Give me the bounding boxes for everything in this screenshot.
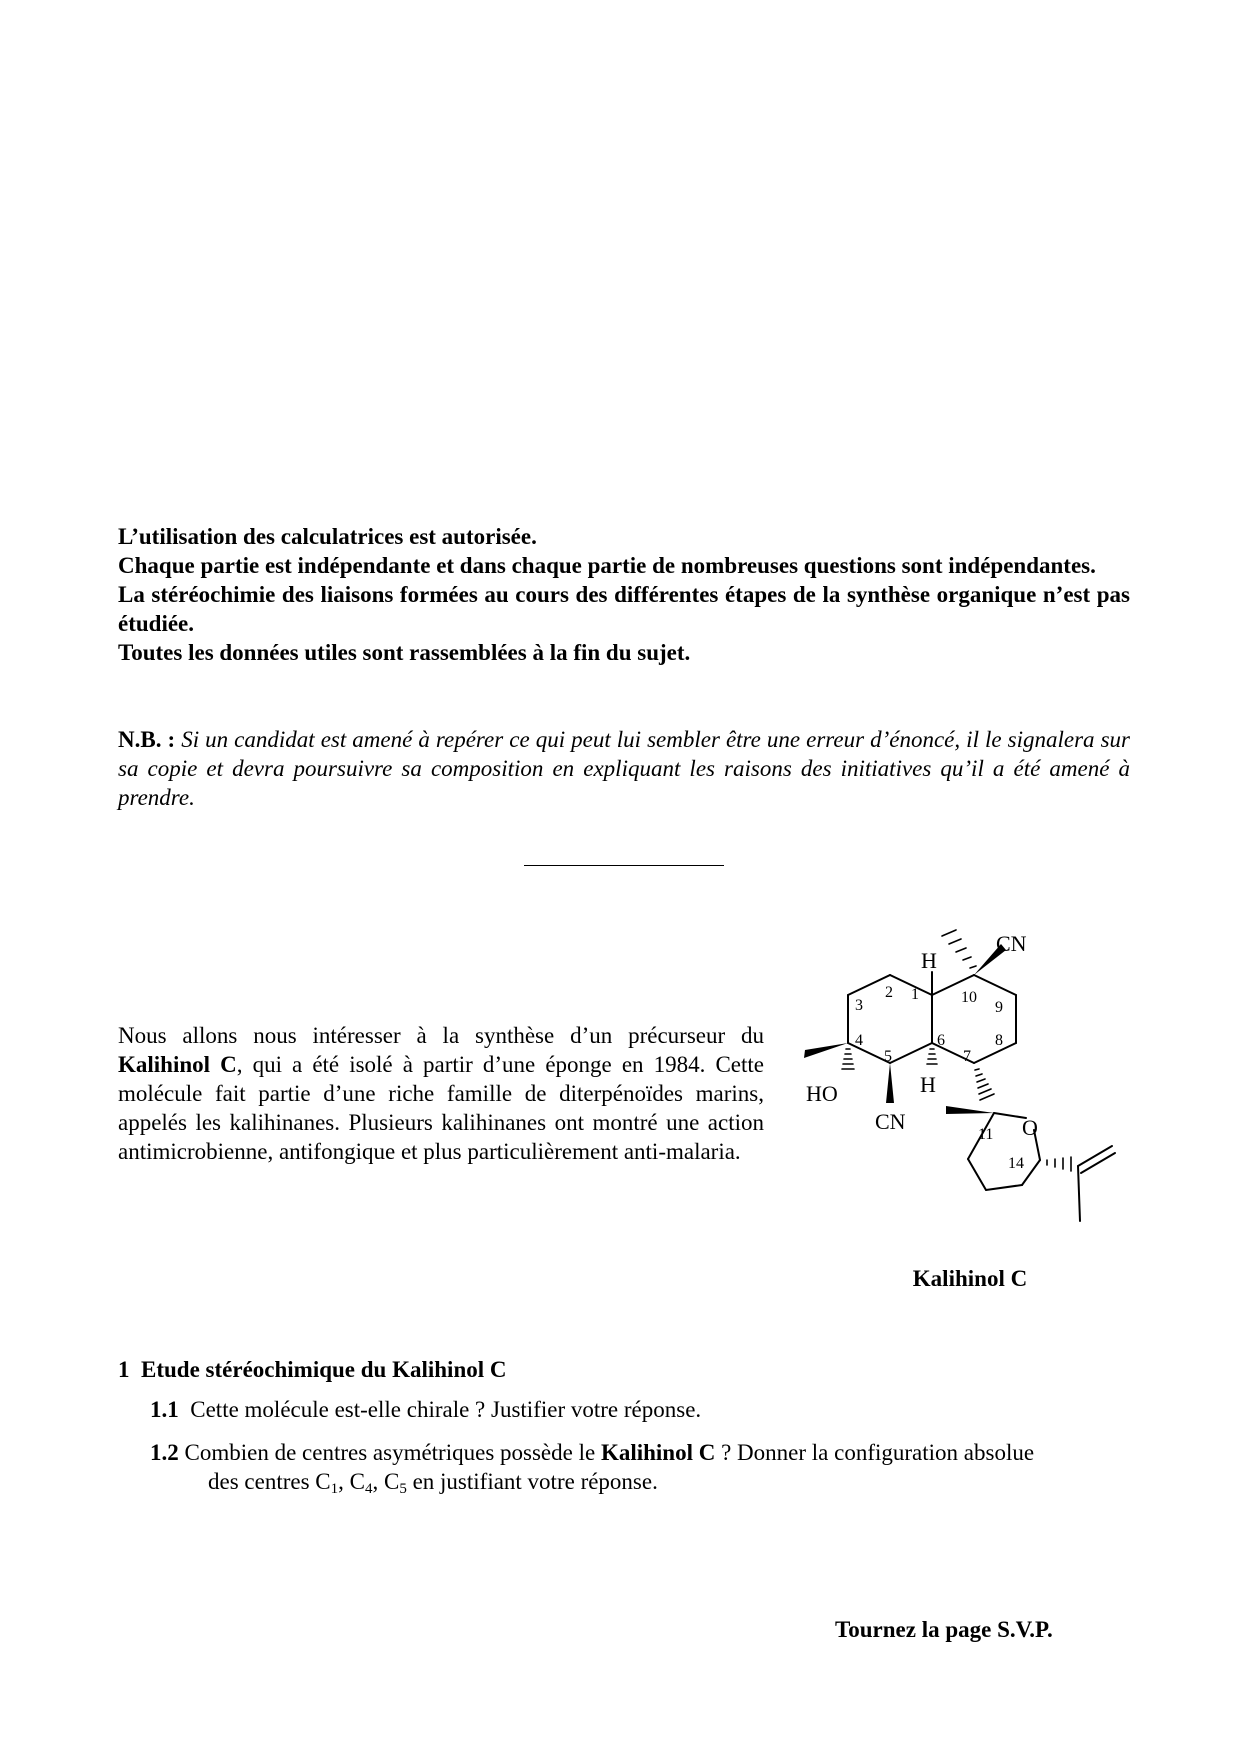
section-number: 1	[118, 1357, 130, 1382]
wedge-bond-c4-methyl	[804, 1043, 848, 1058]
nb-text: Si un candidat est amené à repérer ce qui peut lui sembler être une erreur d’énoncé, il le signalera sur sa copie et devra poursuivre sa composition en expliquant les raisons des initiatives qu’il a été amené à prendre.	[118, 727, 1130, 810]
nb-label: N.B. :	[118, 727, 176, 752]
bond-alkene-single	[1078, 1146, 1112, 1166]
wedge-bond-c11-methyl	[946, 1106, 994, 1114]
atom-number-7: 7	[963, 1048, 971, 1065]
question-1-2	[150, 1438, 1130, 1496]
separator-comma-1: , C	[338, 1469, 365, 1494]
hashed-bond-c7-c11	[975, 1069, 994, 1100]
atom-label-o: O	[1022, 1115, 1038, 1140]
atom-label-cn-c5: CN	[875, 1109, 906, 1134]
intro-text-before: Nous allons nous intéresser à la synthèse d’un précurseur du	[118, 1023, 764, 1048]
intro-compound: Kalihinol C	[118, 1052, 237, 1077]
bond-isopropenyl-methyl	[1078, 1166, 1080, 1221]
hashed-bond-c14-isopropenyl	[1047, 1157, 1071, 1171]
atom-number-8: 8	[995, 1032, 1003, 1049]
instructions-block	[118, 522, 1130, 667]
atom-number-9: 9	[995, 999, 1003, 1016]
atom-number-14: 14	[1008, 1155, 1024, 1172]
question-number: 1.2	[150, 1440, 179, 1465]
nb-note	[118, 725, 1130, 812]
bond-c5-c6	[890, 1043, 932, 1063]
instruction-data: Toutes les données utiles sont rassemblées à la fin du sujet.	[118, 640, 691, 665]
atom-label-ho-c4: HO	[806, 1081, 838, 1106]
subscript-1: 1	[330, 1481, 339, 1497]
atom-label-cn-c10: CN	[996, 931, 1027, 956]
bond-c13-c12	[986, 1185, 1022, 1190]
atom-number-10: 10	[961, 989, 977, 1006]
molecule-caption: Kalihinol C	[912, 1266, 1028, 1291]
question-text-a: Combien de centres asymétriques possède le	[184, 1440, 596, 1465]
instruction-stereochemistry: La stéréochimie des liaisons formées au cours des différentes étapes de la synthèse organique n’est pas étudiée.	[118, 582, 1130, 636]
atom-number-1: 1	[911, 986, 919, 1003]
hashed-bond-c4-oh	[842, 1049, 854, 1069]
intro-paragraph	[118, 1021, 764, 1166]
question-compound: Kalihinol C	[600, 1440, 716, 1465]
wedge-bond-c5-cn	[886, 1063, 894, 1103]
section-1-heading	[118, 1357, 506, 1383]
atom-number-4: 4	[855, 1032, 863, 1049]
bond-c10-c9	[974, 975, 1016, 995]
question-text-b: ? Donner la configuration absolue	[721, 1440, 1035, 1465]
hashed-bond-c10-methyl	[942, 930, 976, 968]
question-text-c: des centres C	[208, 1469, 331, 1494]
instruction-calculators: L’utilisation des calculatrices est autorisée.	[118, 524, 537, 549]
intro-text-after: , qui a été isolé à partir d’une éponge en 1984. Cette molécule fait partie d’une riche famille de diterpénoïdes marins, appelés les kalihinanes. Plusieurs kalihinanes ont montré une action antimicrobienne, antifongique et plus particulièrement anti-malaria.	[118, 1052, 764, 1164]
subscript-4: 4	[364, 1481, 373, 1497]
page-footer: Tournez la page S.V.P.	[835, 1617, 1053, 1642]
atom-label-h-c1: H	[921, 948, 937, 973]
bond-c14-c13	[1022, 1160, 1040, 1185]
question-text: Cette molécule est-elle chirale ? Justifier votre réponse.	[190, 1397, 702, 1422]
bond-c12-c11a	[968, 1159, 986, 1190]
atom-number-5: 5	[884, 1048, 892, 1065]
atom-number-2: 2	[885, 984, 893, 1001]
bond-c2-c3	[848, 975, 890, 995]
atom-number-11: 11	[978, 1126, 994, 1143]
atom-number-3: 3	[855, 997, 863, 1014]
question-number: 1.1	[150, 1397, 179, 1422]
separator-line	[524, 865, 724, 866]
question-text-d: en justifiant votre réponse.	[412, 1469, 658, 1494]
question-line-2	[150, 1467, 1130, 1496]
hashed-bond-c6-h	[927, 1049, 937, 1064]
instruction-independence: Chaque partie est indépendante et dans chaque partie de nombreuses questions sont indépendantes.	[118, 553, 1096, 578]
atom-label-h-c6: H	[920, 1072, 936, 1097]
separator-comma-2: , C	[372, 1469, 400, 1494]
section-title: Etude stéréochimique du Kalihinol C	[141, 1357, 507, 1382]
kalihinol-c-structure	[795, 920, 1135, 1240]
subscript-5: 5	[399, 1481, 407, 1497]
bond-alkene-double	[1081, 1153, 1115, 1173]
atom-number-6: 6	[937, 1032, 945, 1049]
question-1-1	[150, 1397, 701, 1423]
